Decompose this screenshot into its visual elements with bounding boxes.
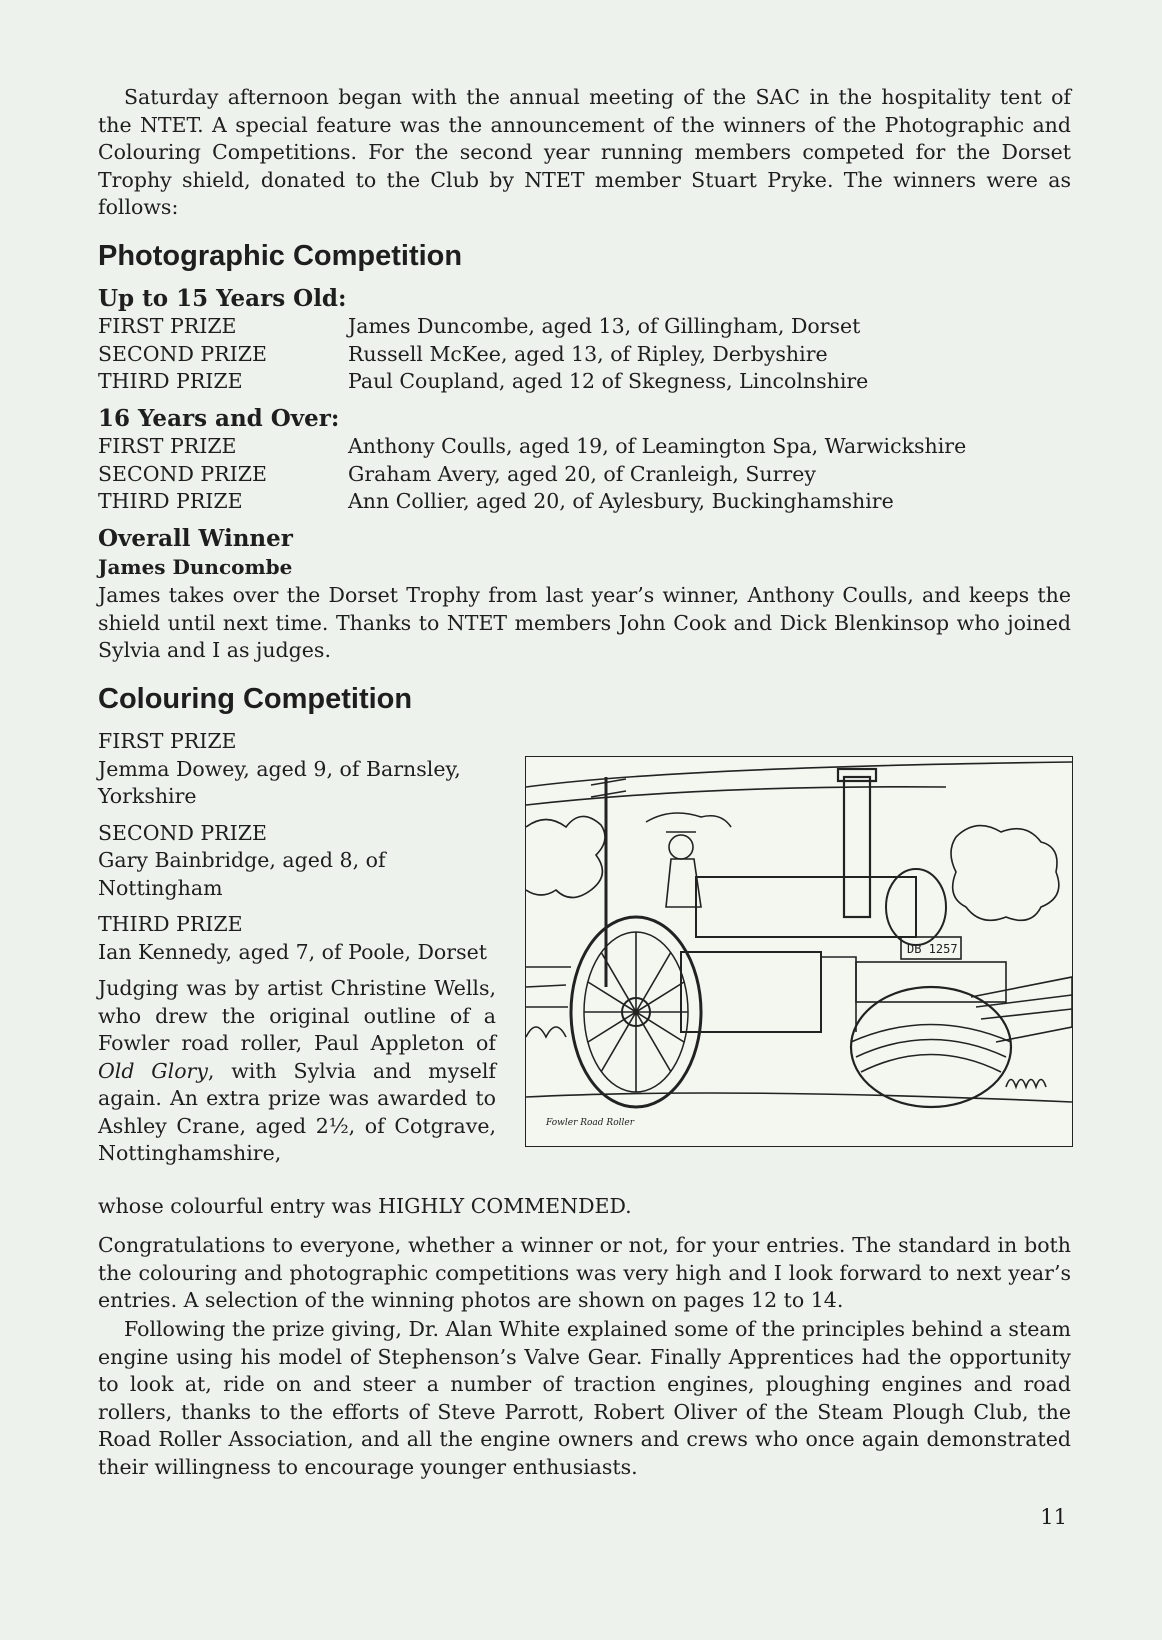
prize-label: THIRD PRIZE (98, 489, 243, 513)
illustration-caption: Fowler Road Roller (546, 1118, 635, 1128)
overall-winner-name: James Duncombe (98, 555, 293, 579)
prize-label: SECOND PRIZE (98, 461, 267, 486)
prize-row (98, 488, 966, 516)
prize-row (98, 341, 868, 369)
colouring-results (98, 728, 496, 1168)
first-prize-label: FIRST PRIZE (98, 729, 237, 753)
prize-winner: Paul Coupland, aged 12 of Skegness, Lincolnshire (348, 369, 869, 393)
prize-label: THIRD PRIZE (98, 369, 243, 393)
colouring-heading: Colouring Competition (98, 683, 413, 715)
congratulations-paragraph: Congratulations to everyone, whether a winner or not, for your entries. The standard in both the colouring and photographic competitions was very high and I look forward to next year’s entries. A selection of the winning photos are shown on pages 12 to 14. (98, 1233, 1071, 1312)
prize-row (98, 433, 966, 461)
prize-winner: James Duncombe, aged 13, of Gillingham, Dorset (348, 314, 861, 338)
over16-heading: 16 Years and Over: (98, 405, 340, 432)
second-prize-label: SECOND PRIZE (98, 820, 267, 845)
photographic-heading: Photographic Competition (98, 240, 463, 272)
prize-label: FIRST PRIZE (98, 314, 237, 338)
intro-paragraph: Saturday afternoon began with the annual meeting of the SAC in the hospitality tent of the NTET. A special feature was the announcement of the winners of the Photographic and Colouring Competitions. For the second year running members competed for the Dorset Trophy shield, donated to the Club by NTET member Stuart Pryke. The winners were as follows: (98, 85, 1071, 219)
page-number: 11 (1040, 1505, 1067, 1529)
overall-winner-heading: Overall Winner (98, 525, 293, 552)
prize-label: SECOND PRIZE (98, 341, 267, 366)
under15-prize-table (98, 313, 868, 396)
prize-winner: Graham Avery, aged 20, of Cranleigh, Surrey (348, 461, 816, 486)
prize-row (98, 368, 868, 396)
prize-row (98, 313, 868, 341)
highly-commended-line: whose colourful entry was HIGHLY COMMENDED. (98, 1194, 632, 1218)
second-prize-winner: Gary Bainbridge, aged 8, of Nottingham (98, 848, 386, 900)
prize-row (98, 461, 966, 489)
road-roller-drawing (526, 757, 1072, 1146)
prize-winner: Ann Collier, aged 20, of Aylesbury, Buckinghamshire (348, 489, 894, 513)
svg-text:DB 1257: DB 1257 (907, 942, 958, 956)
road-roller-illustration (525, 756, 1073, 1147)
under15-heading: Up to 15 Years Old: (98, 285, 347, 312)
prize-winner: Anthony Coulls, aged 19, of Leamington Spa, Warwickshire (348, 434, 967, 458)
first-prize-winner: Jemma Dowey, aged 9, of Barnsley, Yorkshire (98, 756, 461, 808)
third-prize-winner: Ian Kennedy, aged 7, of Poole, Dorset (98, 939, 487, 964)
prize-label: FIRST PRIZE (98, 434, 237, 458)
closing-paragraph: Following the prize giving, Dr. Alan White explained some of the principles behind a steam engine using his model of Stephenson’s Valve Gear. Finally Apprentices had the opportunity to look at, ride on and steer a number of traction engines, ploughing engines and road rollers, thanks to the efforts of Steve Parrott, Robert Oliver of the Steam Plough Club, the Road Roller Association, and all the engine owners and crews who once again demonstrated their willingness to encourage younger enthusiasts. (98, 1317, 1071, 1479)
third-prize-label: THIRD PRIZE (98, 912, 243, 936)
prize-winner: Russell McKee, aged 13, of Ripley, Derbyshire (348, 341, 828, 366)
over16-prize-table (98, 433, 966, 516)
overall-paragraph: James takes over the Dorset Trophy from last year’s winner, Anthony Coulls, and keeps the shield until next time. Thanks to NTET members John Cook and Dick Blenkinsop who joined Sylvia and I as judges. (98, 583, 1071, 662)
judging-paragraph: Judging was by artist Christine Wells, who drew the original outline of a Fowler road roller, Paul Appleton of Old Glory, with Sylvia and myself again. An extra prize was awarded to Ashley Crane, aged 2½, of Cotgrave, Nottinghamshire, (98, 976, 496, 1165)
